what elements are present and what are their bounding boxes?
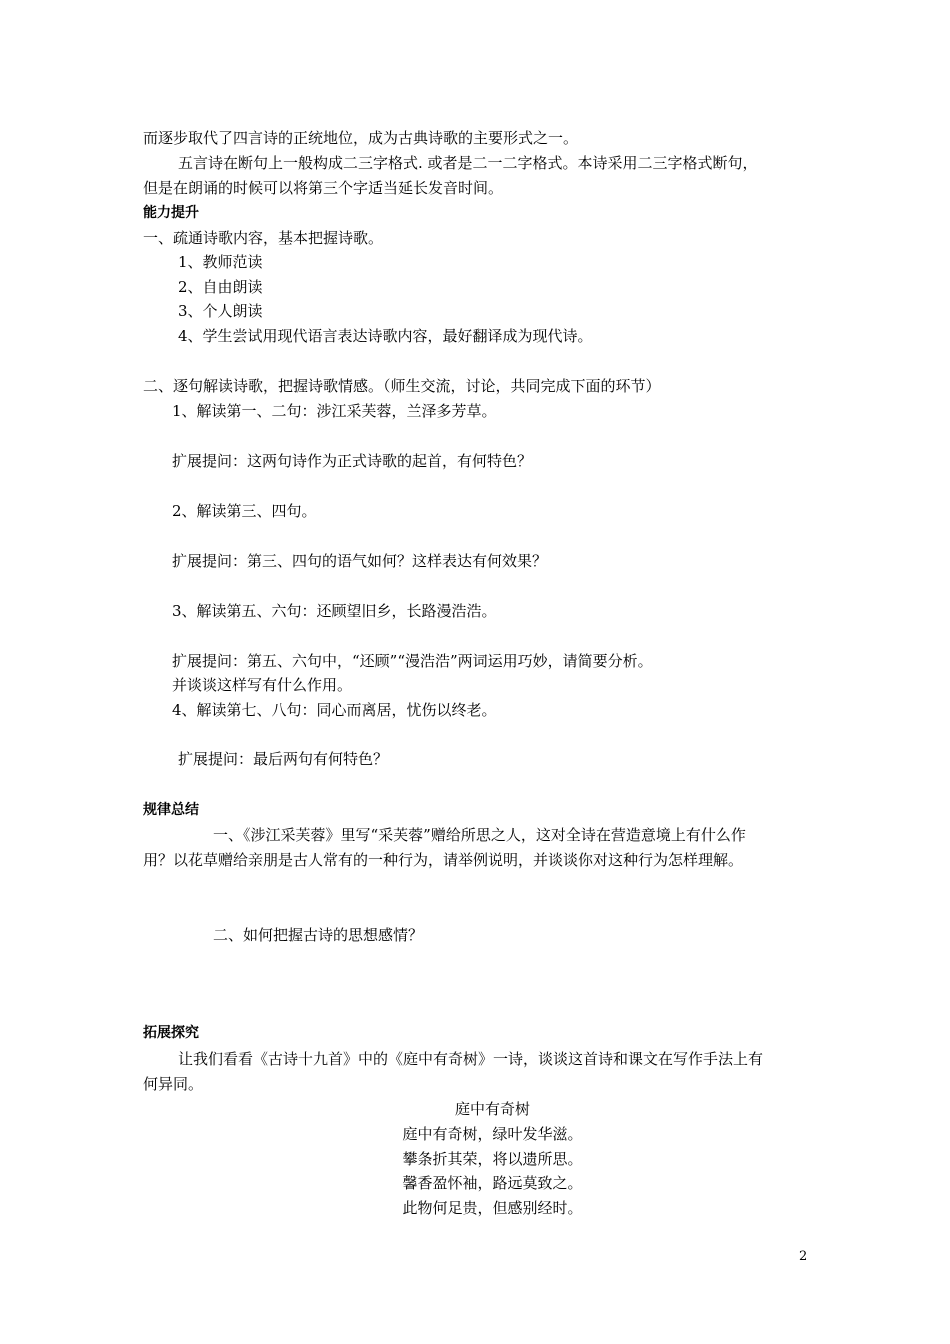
intro-line-2: 五言诗在断句上一般构成二三字格式. 或者是二一二字格式。本诗采用二三字格式断句， <box>178 154 758 172</box>
ability-heading: 能力提升 <box>143 205 199 221</box>
ability-part1-title: 一、疏通诗歌内容，基本把握诗歌。 <box>143 229 384 247</box>
explore-line-1: 让我们看看《古诗十九首》中的《庭中有奇树》一诗，谈谈这首诗和课文在写作手法上有 <box>178 1050 764 1068</box>
ability-part2-title: 二、逐句解读诗歌，把握诗歌情感。（师生交流，讨论，共同完成下面的环节） <box>143 377 661 395</box>
summary-q1-line-1: 一、《涉江采芙蓉》里写“采芙蓉”赠给所思之人，这对全诗在营造意境上有什么作 <box>213 826 746 844</box>
part2-line-6: 扩展提问：第五、六句中，“还顾”“漫浩浩”两词运用巧妙，请简要分析。 <box>172 652 653 670</box>
ability-item-1: 1、教师范读 <box>178 253 263 271</box>
explore-line-2: 何异同。 <box>143 1075 204 1093</box>
part2-line-2: 扩展提问：这两句诗作为正式诗歌的起首，有何特色？ <box>172 452 533 470</box>
summary-q2: 二、如何把握古诗的思想感情？ <box>213 926 424 944</box>
ability-item-2: 2、自由朗读 <box>178 278 263 296</box>
part2-line-7: 并谈谈这样写有什么作用。 <box>172 676 353 694</box>
explore-heading: 拓展探究 <box>143 1025 199 1041</box>
summary-q1-line-2: 用？以花草赠给亲朋是古人常有的一种行为，请举例说明，并谈谈你对这种行为怎样理解。 <box>143 851 744 869</box>
poem-title: 庭中有奇树 <box>454 1100 530 1118</box>
intro-line-1: 而逐步取代了四言诗的正统地位，成为古典诗歌的主要形式之一。 <box>143 129 579 147</box>
part2-line-9: 扩展提问：最后两句有何特色？ <box>178 750 389 768</box>
poem-line-1: 庭中有奇树，绿叶发华滋。 <box>402 1125 583 1143</box>
poem-line-2: 攀条折其荣，将以遗所思。 <box>402 1150 583 1168</box>
part2-line-8: 4、解读第七、八句：同心而离居，忧伤以终老。 <box>172 701 497 719</box>
part2-line-4: 扩展提问：第三、四句的语气如何？这样表达有何效果？ <box>172 552 548 570</box>
part2-line-1: 1、解读第一、二句：涉江采芙蓉，兰泽多芳草。 <box>172 402 497 420</box>
part2-line-3: 2、解读第三、四句。 <box>172 502 317 520</box>
part2-line-5: 3、解读第五、六句：还顾望旧乡，长路漫浩浩。 <box>172 602 497 620</box>
poem-line-4: 此物何足贵，但感别经时。 <box>402 1199 583 1217</box>
ability-item-3: 3、个人朗读 <box>178 302 263 320</box>
ability-item-4: 4、学生尝试用现代语言表达诗歌内容，最好翻译成为现代诗。 <box>178 327 593 345</box>
poem-line-3: 馨香盈怀袖，路远莫致之。 <box>402 1174 583 1192</box>
summary-heading: 规律总结 <box>143 802 199 818</box>
page-number: 2 <box>799 1249 808 1264</box>
intro-line-3: 但是在朗诵的时候可以将第三个字适当延长发音时间。 <box>143 179 504 197</box>
